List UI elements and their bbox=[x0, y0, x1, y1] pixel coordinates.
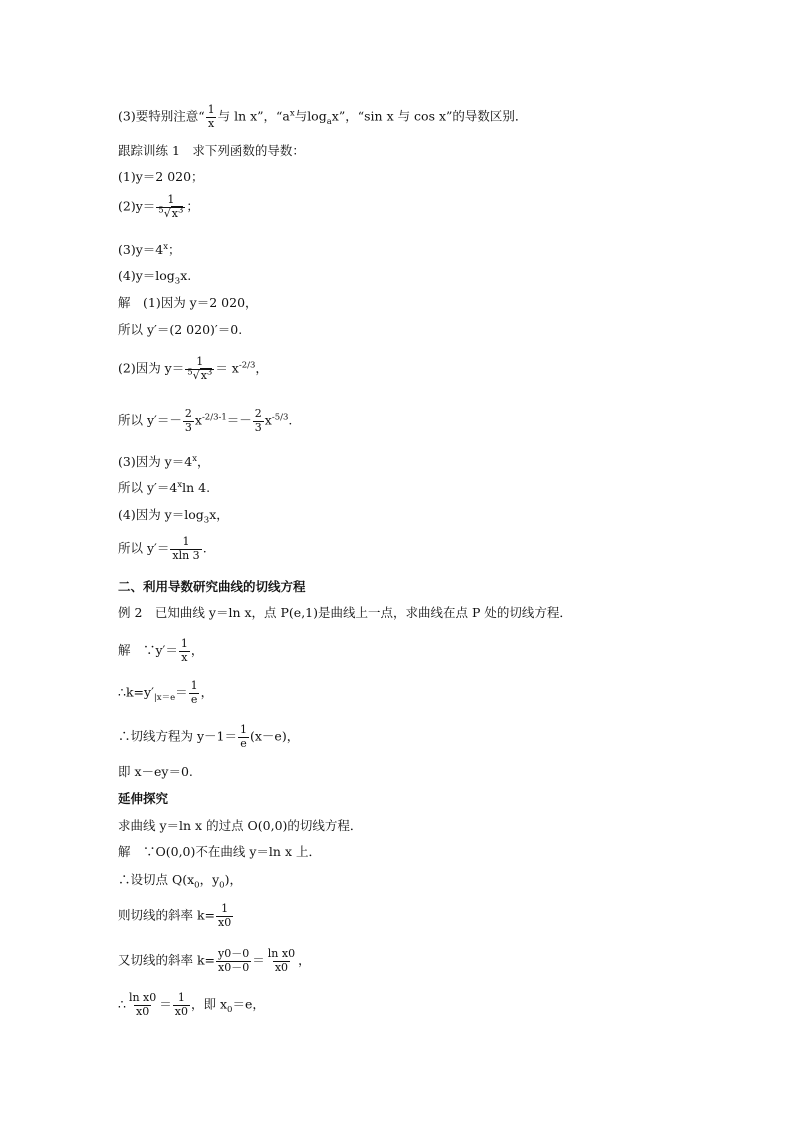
text: x bbox=[264, 412, 272, 428]
text: ＝ bbox=[252, 952, 265, 968]
text: ＝ x bbox=[215, 360, 239, 376]
subscript: 3 bbox=[174, 276, 181, 287]
text: (3)y＝4 bbox=[118, 242, 164, 257]
numerator: 1 bbox=[180, 637, 188, 650]
numerator: y0－0 bbox=[218, 947, 250, 960]
text: ， bbox=[197, 454, 210, 469]
text: 所以 y′＝ bbox=[118, 540, 170, 556]
text: x bbox=[200, 368, 207, 382]
exponent: -5/3 bbox=[271, 412, 289, 423]
numerator: 1 bbox=[167, 193, 175, 206]
numerator: 2 bbox=[184, 407, 192, 420]
denominator: x0 bbox=[136, 1004, 150, 1018]
denominator: e bbox=[190, 692, 198, 706]
fraction bbox=[185, 356, 214, 382]
subscript: a bbox=[326, 117, 332, 128]
text: ＝ bbox=[159, 996, 172, 1012]
fraction bbox=[179, 638, 190, 664]
fraction bbox=[189, 680, 200, 706]
numerator: 1 bbox=[240, 723, 247, 736]
text: (2)y＝ bbox=[118, 198, 156, 214]
text: 解 ∵y′＝ bbox=[118, 642, 178, 658]
text: ＝e， bbox=[232, 996, 265, 1012]
text: x”，“sin x 与 cos x”的导数区别． bbox=[331, 108, 528, 124]
text: x bbox=[171, 206, 178, 220]
solution-3b bbox=[118, 479, 211, 495]
example-solution-1 bbox=[118, 638, 203, 664]
text: x. bbox=[180, 268, 192, 283]
subscript: 3 bbox=[203, 515, 210, 526]
numerator: 1 bbox=[221, 902, 229, 915]
solution-2b bbox=[118, 408, 292, 434]
numerator: 1 bbox=[190, 679, 198, 692]
denominator: 3 bbox=[184, 420, 192, 434]
example-2: 例 2 已知曲线 y＝ln x，点 P(e,1)是曲线上一点，求曲线在点 P 处的切线方程． bbox=[118, 605, 572, 620]
radicand bbox=[171, 206, 184, 220]
numerator: ln x0 bbox=[128, 991, 157, 1004]
extension-solution-5 bbox=[118, 992, 265, 1018]
denominator: x0 bbox=[218, 915, 232, 929]
problem-2 bbox=[118, 194, 199, 220]
text: . bbox=[202, 540, 207, 556]
problem-4 bbox=[118, 268, 192, 287]
text: ， bbox=[190, 642, 204, 658]
exponent: -2/3-1 bbox=[201, 412, 227, 423]
fraction bbox=[127, 992, 158, 1018]
example-solution-3 bbox=[118, 724, 299, 750]
fraction bbox=[156, 194, 185, 220]
superscript: 3 bbox=[206, 366, 213, 377]
fraction bbox=[170, 536, 201, 562]
text: 又切线的斜率 k= bbox=[118, 952, 216, 968]
numerator: 1 bbox=[196, 355, 204, 368]
text: ln 4. bbox=[182, 480, 211, 495]
text: (3)因为 y＝4 bbox=[118, 454, 193, 469]
numerator: 1 bbox=[177, 991, 185, 1004]
extension-question: 求曲线 y＝ln x 的过点 O(0,0)的切线方程． bbox=[118, 818, 363, 833]
text: ∴ bbox=[118, 996, 126, 1012]
superscript: x bbox=[163, 241, 169, 252]
denominator: 3 bbox=[254, 420, 262, 434]
solution-1b: 所以 y′＝(2 020)′＝0. bbox=[118, 322, 243, 337]
numerator: 1 bbox=[182, 535, 190, 548]
text: ， bbox=[200, 684, 214, 700]
subscript: 0 bbox=[194, 880, 200, 891]
subscript: 0 bbox=[219, 880, 225, 891]
text: ； bbox=[168, 242, 181, 257]
problem-1: (1)y＝2 020； bbox=[118, 169, 204, 184]
denominator: x bbox=[208, 116, 215, 130]
text: ∴设切点 Q(x bbox=[118, 872, 195, 887]
text: ，即 x bbox=[190, 996, 228, 1012]
note-line bbox=[118, 104, 527, 130]
superscript: 3 bbox=[177, 204, 184, 215]
problem-3 bbox=[118, 241, 181, 257]
text: )， bbox=[224, 872, 242, 887]
section-heading: 二、利用导数研究曲线的切线方程 bbox=[118, 579, 306, 594]
denominator: xln 3 bbox=[172, 548, 200, 562]
text: ， bbox=[255, 360, 268, 376]
text: 所以 y′＝－ bbox=[118, 412, 182, 428]
fraction bbox=[216, 903, 233, 929]
denominator: x0 bbox=[274, 960, 289, 974]
denominator: $^5√x^3$ bbox=[187, 366, 213, 382]
numerator: ln x0 bbox=[267, 947, 296, 960]
solution-4a bbox=[118, 507, 229, 526]
text: ∴k=y′ bbox=[118, 684, 154, 700]
superscript: x bbox=[192, 453, 197, 464]
fraction bbox=[183, 408, 194, 434]
extension-solution-2 bbox=[118, 872, 242, 891]
solution-4b bbox=[118, 536, 207, 562]
root-index: 5 bbox=[158, 204, 164, 215]
text: ＝－ bbox=[226, 412, 252, 428]
text: ∴切线方程为 y－1＝ bbox=[118, 728, 237, 744]
numerator: 1 bbox=[207, 103, 215, 116]
fraction bbox=[216, 948, 251, 974]
fraction bbox=[253, 408, 264, 434]
text: (4)因为 y＝log bbox=[118, 507, 204, 522]
numerator: 2 bbox=[254, 407, 262, 420]
text: 则切线的斜率 k= bbox=[118, 907, 216, 923]
denominator: x0 bbox=[174, 1004, 188, 1018]
text: x， bbox=[209, 507, 229, 522]
denominator: $^5√x^3$ bbox=[158, 204, 184, 220]
text: (4)y＝log bbox=[118, 268, 175, 283]
extension-heading: 延伸探究 bbox=[118, 791, 169, 806]
denominator: e bbox=[240, 736, 247, 750]
solution-1a: 解 (1)因为 y＝2 020， bbox=[118, 295, 258, 310]
denominator: x bbox=[181, 650, 188, 664]
example-solution-2 bbox=[118, 680, 213, 706]
text: 与 ln x”，“a bbox=[217, 108, 290, 124]
exponent: -2/3 bbox=[238, 360, 256, 371]
text: (x－e)， bbox=[250, 728, 300, 744]
extension-solution-4 bbox=[118, 948, 311, 974]
denominator: x0－0 bbox=[218, 960, 250, 974]
text: (2)因为 y＝ bbox=[118, 360, 185, 376]
text: . bbox=[288, 412, 293, 428]
solution-3a bbox=[118, 453, 210, 469]
superscript: x bbox=[177, 479, 183, 490]
text: 与log bbox=[294, 108, 327, 124]
text: x bbox=[194, 412, 202, 428]
text: ， bbox=[298, 952, 311, 968]
fraction bbox=[173, 992, 190, 1018]
fraction bbox=[266, 948, 297, 974]
text: 所以 y′＝4 bbox=[118, 480, 178, 495]
text: ； bbox=[186, 198, 199, 214]
exercise-heading: 跟踪训练 1 求下列函数的导数： bbox=[118, 143, 305, 158]
extension-solution-3 bbox=[118, 903, 234, 929]
radicand bbox=[200, 368, 213, 382]
example-solution-4: 即 x－ey＝0. bbox=[118, 764, 193, 779]
fraction bbox=[238, 724, 249, 750]
subscript: |x＝e bbox=[153, 693, 176, 704]
subscript: 0 bbox=[227, 1005, 233, 1016]
extension-solution-1: 解 ∵O(0,0)不在曲线 y＝ln x 上． bbox=[118, 844, 321, 859]
superscript: x bbox=[289, 108, 295, 119]
fraction bbox=[206, 104, 217, 130]
text: (3)要特别注意“ bbox=[118, 108, 205, 124]
text: ＝ bbox=[175, 684, 188, 700]
solution-2a bbox=[118, 356, 268, 382]
text: ，y bbox=[199, 872, 220, 887]
root-index: 5 bbox=[187, 366, 193, 377]
